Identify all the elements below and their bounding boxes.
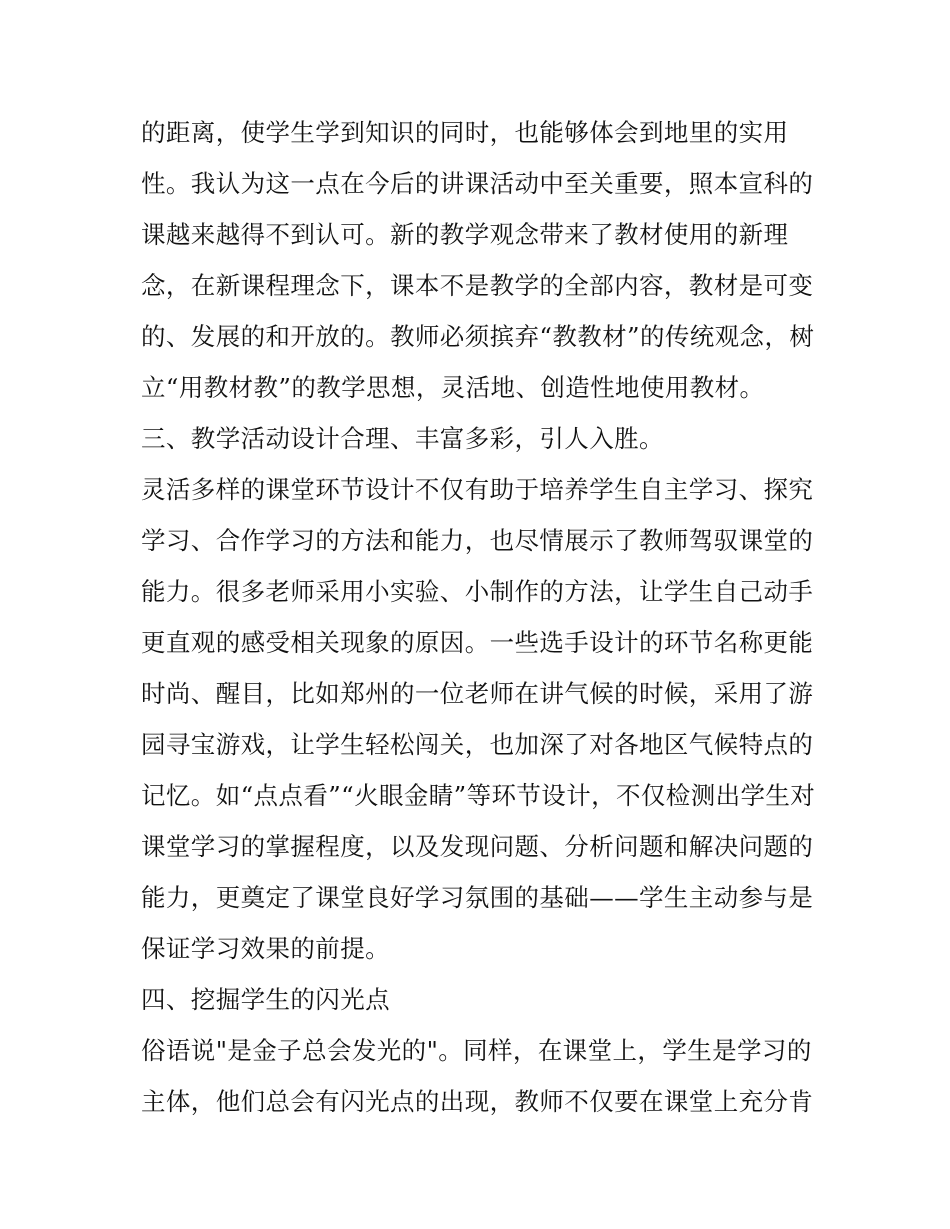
text-line: 能力。很多老师采用小实验、小制作的方法，让学生自己动手 [141, 577, 814, 606]
text-line: 时尚、醒目，比如郑州的一位老师在讲气候的时候，采用了游 [141, 679, 814, 708]
text-line: 课堂学习的掌握程度，以及发现问题、分析问题和解决问题的 [141, 832, 814, 861]
text-line: 学习、合作学习的方法和能力，也尽情展示了教师驾驭课堂的 [141, 526, 814, 555]
section-heading: 三、教学活动设计合理、丰富多彩，引人入胜。 [141, 424, 664, 453]
text-line: 性。我认为这一点在今后的讲课活动中至关重要，照本宣科的 [141, 169, 814, 198]
document-body [141, 107, 816, 1127]
text-line: 立“用教材教”的教学思想，灵活地、创造性地使用教材。 [141, 373, 765, 402]
text-line: 课越来越得不到认可。新的教学观念带来了教材使用的新理 [141, 220, 789, 249]
text-line: 的、发展的和开放的。教师必须摈弃“教教材”的传统观念，树 [141, 322, 815, 351]
text-line: 能力，更奠定了课堂良好学习氛围的基础——学生主动参与是 [141, 883, 814, 912]
text-line: 保证学习效果的前提。 [141, 934, 390, 963]
section-heading: 四、挖掘学生的闪光点 [141, 985, 390, 1014]
text-line: 俗语说"是金子总会发光的"。同样，在课堂上，学生是学习的 [141, 1036, 812, 1065]
text-line: 念，在新课程理念下，课本不是教学的全部内容，教材是可变 [141, 271, 814, 300]
text-line: 灵活多样的课堂环节设计不仅有助于培养学生自主学习、探究 [141, 475, 814, 504]
text-line: 园寻宝游戏，让学生轻松闯关，也加深了对各地区气候特点的 [141, 730, 814, 759]
text-line: 更直观的感受相关现象的原因。一些选手设计的环节名称更能 [141, 628, 814, 657]
text-line: 主体，他们总会有闪光点的出现，教师不仅要在课堂上充分肯 [141, 1087, 814, 1116]
text-line: 记忆。如“点点看”“火眼金睛”等环节设计，不仅检测出学生对 [141, 781, 816, 810]
text-line: 的距离，使学生学到知识的同时，也能够体会到地里的实用 [141, 118, 789, 147]
